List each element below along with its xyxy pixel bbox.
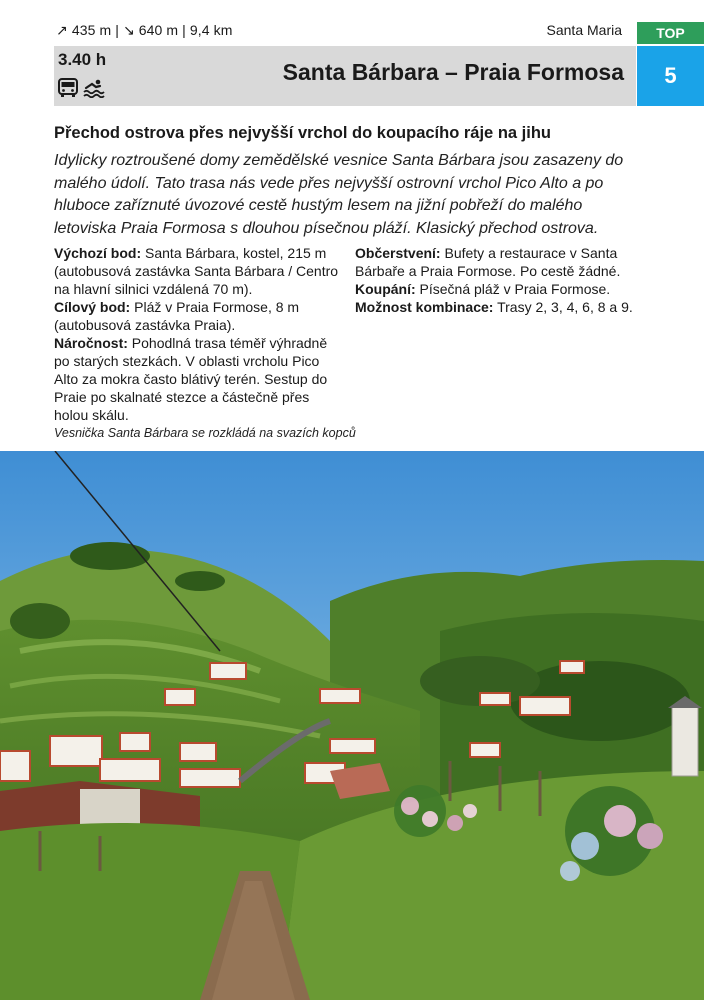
swimming bbox=[355, 280, 645, 298]
swim-label: Koupání: bbox=[355, 281, 416, 297]
refreshments bbox=[355, 244, 645, 280]
combo-label: Možnost kombinace: bbox=[355, 299, 494, 315]
route-title: Santa Bárbara – Praia Formosa bbox=[282, 59, 624, 85]
top-badge: TOP bbox=[637, 22, 704, 44]
end-label: Cílový bod: bbox=[54, 299, 131, 315]
end-text: Pláž v Praia Formose, 8 m (autobusová zastávka Praia). bbox=[54, 299, 300, 333]
village-photo bbox=[0, 451, 704, 1000]
food-label: Občerstvení: bbox=[355, 245, 441, 261]
start-label: Výchozí bod: bbox=[54, 245, 142, 261]
route-subtitle: Přechod ostrova přes nejvyšší vrchol do koupacího ráje na jihu bbox=[54, 124, 551, 142]
region-name: Santa Maria bbox=[546, 22, 622, 38]
combo-text: Trasy 2, 3, 4, 6, 8 a 9. bbox=[493, 299, 633, 315]
start-point bbox=[54, 244, 340, 298]
food-text: Bufety a restaurace v Santa Bárbaře a Praia Formose. Po cestě žádné. bbox=[355, 245, 621, 279]
route-icons bbox=[57, 78, 105, 98]
route-stats: ↗ 435 m | ↘ 640 m | 9,4 km bbox=[56, 22, 233, 38]
details-column-left bbox=[54, 244, 340, 424]
difficulty-text: Pohodlná trasa téměř výhradně po starých stezkách. V oblasti vrcholu Pico Alto za mokra často blátivý terén. Sestup do Praie po skalnaté stezce a částečně přes holou skálu. bbox=[54, 335, 328, 423]
difficulty bbox=[54, 334, 340, 424]
route-header bbox=[54, 46, 636, 106]
photo-caption: Vesnička Santa Bárbara se rozkládá na svazích kopců bbox=[54, 426, 356, 440]
start-text: Santa Bárbara, kostel, 215 m (autobusová zastávka Santa Bárbara / Centro na hlavní silnici vzdálená 70 m). bbox=[54, 245, 339, 297]
difficulty-label: Náročnost: bbox=[54, 335, 128, 351]
details-column-right bbox=[355, 244, 645, 316]
end-point bbox=[54, 298, 340, 334]
swimming-icon bbox=[83, 78, 105, 98]
swim-text: Písečná pláž v Praia Formose. bbox=[415, 281, 611, 297]
route-number: 5 bbox=[637, 46, 704, 106]
combination bbox=[355, 298, 645, 316]
bus-icon bbox=[57, 78, 79, 98]
route-intro: Idylicky roztroušené domy zemědělské vesnice Santa Bárbara jsou zasazeny do malého údolí. Tato trasa nás vede přes nejvyšší ostrovní vrchol Pico Alto a po hluboce zaříznuté úvozové cestě hustým lesem na jižní pobřeží do malého letoviska Praia Formosa s dlouhou písečnou pláží. Klasický přechod ostrova. bbox=[54, 152, 624, 237]
route-duration: 3.40 h bbox=[58, 50, 107, 69]
